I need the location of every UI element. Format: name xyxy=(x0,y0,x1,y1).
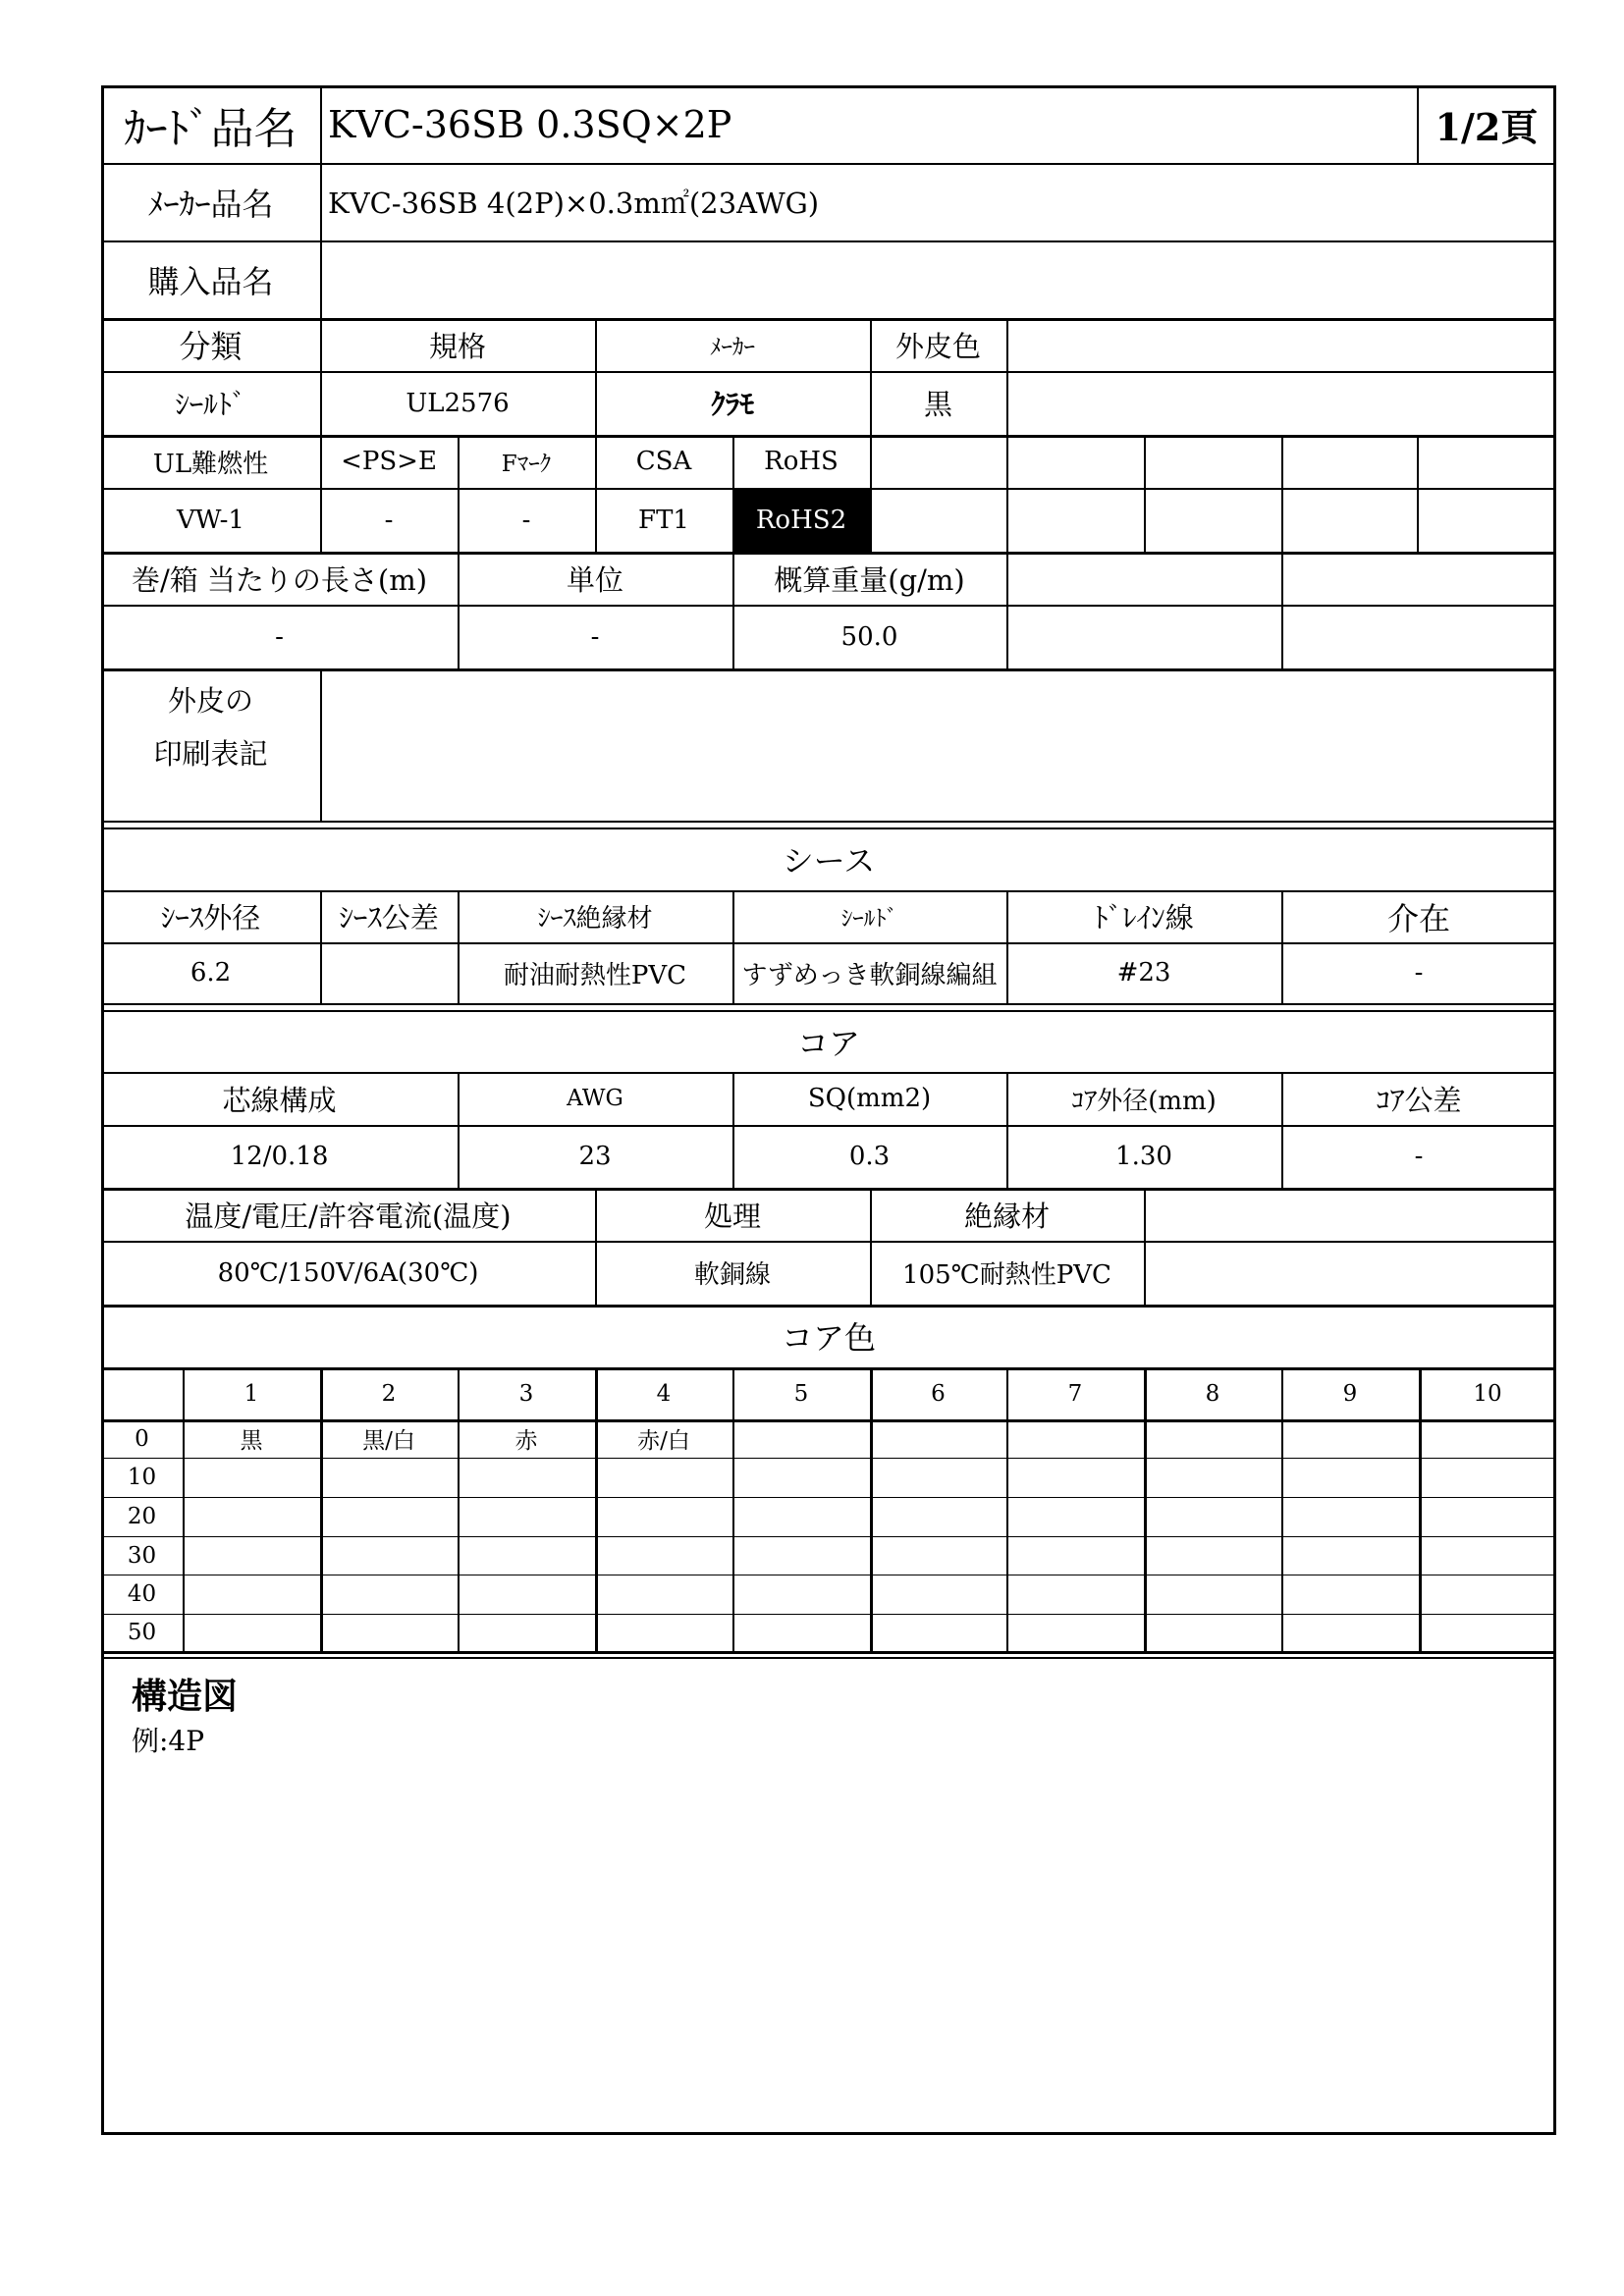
core-color-cell xyxy=(1281,1458,1419,1497)
core-color-cell xyxy=(870,1614,1006,1651)
core-color-cell xyxy=(1281,1536,1419,1575)
core-color-cell xyxy=(595,1458,732,1497)
rule-line xyxy=(1281,552,1283,668)
core-color-cell xyxy=(1144,1458,1281,1497)
core-color-cell: 赤 xyxy=(514,1428,538,1454)
core-color-cell xyxy=(870,1536,1006,1575)
classification-header: ﾒｰｶｰ xyxy=(710,334,755,360)
ul-value: - xyxy=(521,505,531,535)
core-color-cell xyxy=(183,1614,320,1651)
rule-line xyxy=(1417,435,1419,552)
core-color-cell xyxy=(1281,1575,1419,1614)
ul-header: <PS>E xyxy=(341,447,437,476)
core-value: 12/0.18 xyxy=(230,1142,329,1171)
core-color-column-header: 5 xyxy=(793,1380,809,1407)
core-color-column-header: 8 xyxy=(1205,1380,1220,1407)
core-color-cell xyxy=(183,1575,320,1614)
core-color-cell xyxy=(1419,1497,1556,1536)
core-color-cell xyxy=(1006,1497,1144,1536)
core-color-cell xyxy=(870,1458,1006,1497)
core-color-column-header: 2 xyxy=(381,1380,397,1407)
rule-line xyxy=(101,821,1556,823)
core-color-cell xyxy=(1281,1614,1419,1651)
purchase-name-label: 購入品名 xyxy=(147,262,274,300)
purchase-name-value xyxy=(320,240,1556,318)
core-color-cell xyxy=(870,1419,1006,1458)
sheath-header: ｼｰｽ絶縁材 xyxy=(537,904,653,934)
card-name-value: KVC-36SB 0.3SQ×2P xyxy=(328,102,732,146)
core-color-cell xyxy=(1144,1497,1281,1536)
ul-value: RoHS2 xyxy=(732,488,870,552)
core-color-column-header: 6 xyxy=(931,1380,946,1407)
core-color-cell xyxy=(320,1575,458,1614)
core-color-cell xyxy=(1006,1458,1144,1497)
classification-value: ｼｰﾙﾄﾞ xyxy=(175,388,246,421)
core-value-2: 105℃耐熱性PVC xyxy=(902,1260,1111,1290)
maker-name-label: ﾒｰｶｰ品名 xyxy=(147,185,274,223)
rule-line xyxy=(1281,435,1283,552)
sheath-value: #23 xyxy=(1116,958,1171,988)
core-color-cell xyxy=(732,1497,870,1536)
core-color-cell xyxy=(1419,1419,1556,1458)
sheath-header: ｼｰﾙﾄﾞ xyxy=(840,906,898,932)
core-color-cell xyxy=(458,1614,595,1651)
classification-value: 黒 xyxy=(923,388,952,421)
ul-value: VW-1 xyxy=(177,505,244,535)
classification-value: ｸﾗﾓ xyxy=(711,388,754,421)
length-header: 巻/箱 当たりの長さ(m) xyxy=(131,562,428,597)
sheath-header: ﾄﾞﾚｲﾝ線 xyxy=(1094,901,1194,934)
core-color-cell xyxy=(595,1536,732,1575)
core-color-row-label: 50 xyxy=(127,1620,157,1645)
print-mark-label: 外皮の xyxy=(167,684,253,718)
rule-line xyxy=(101,1651,1556,1654)
core-color-cell xyxy=(595,1614,732,1651)
length-header: 単位 xyxy=(566,562,623,597)
core-color-cell xyxy=(320,1614,458,1651)
classification-value: UL2576 xyxy=(406,388,510,418)
length-value: - xyxy=(590,621,600,652)
core-color-cell xyxy=(1006,1614,1144,1651)
core-color-cell xyxy=(870,1575,1006,1614)
core-header: 芯線構成 xyxy=(222,1083,337,1117)
core-value-2: 軟銅線 xyxy=(693,1260,771,1290)
rule-line xyxy=(1144,1188,1146,1305)
core-color-row-label: 0 xyxy=(135,1425,149,1452)
core-header-2: 温度/電圧/許容電流(温度) xyxy=(185,1199,512,1233)
core-color-column-header: 1 xyxy=(244,1380,259,1407)
length-value: - xyxy=(275,621,284,652)
ul-header: Fﾏｰｸ xyxy=(501,451,552,477)
core-color-cell xyxy=(732,1536,870,1575)
sheath-header: 介在 xyxy=(1386,899,1450,937)
core-color-cell xyxy=(732,1419,870,1458)
rule-line xyxy=(101,1657,1556,1659)
core-value: - xyxy=(1414,1142,1424,1171)
core-color-cell xyxy=(458,1536,595,1575)
core-color-cell xyxy=(1419,1575,1556,1614)
rule-line xyxy=(870,435,872,552)
sheath-value: - xyxy=(1414,958,1424,988)
core-value-2: 80℃/150V/6A(30℃) xyxy=(217,1257,479,1288)
core-color-cell xyxy=(1419,1614,1556,1651)
core-color-cell xyxy=(1144,1536,1281,1575)
core-color-cell: 黒/白 xyxy=(362,1428,415,1454)
core-color-cell xyxy=(1006,1536,1144,1575)
core-color-cell xyxy=(320,1536,458,1575)
core-color-cell xyxy=(732,1614,870,1651)
sheath-header: ｼｰｽ公差 xyxy=(339,901,439,934)
core-color-row-label: 30 xyxy=(127,1542,157,1569)
ul-header: UL難燃性 xyxy=(152,449,269,479)
core-color-column-header: 10 xyxy=(1473,1380,1502,1407)
core-section-title: コア xyxy=(796,1024,860,1062)
core-color-cell xyxy=(1144,1614,1281,1651)
core-color-cell xyxy=(1144,1419,1281,1458)
core-color-cell xyxy=(458,1575,595,1614)
length-header: 概算重量(g/m) xyxy=(774,562,965,597)
core-color-cell xyxy=(595,1575,732,1614)
page-number: 1/2頁 xyxy=(1435,105,1539,149)
structure-diagram-title: 構造図 xyxy=(132,1676,239,1717)
core-color-cell xyxy=(1006,1419,1144,1458)
core-color-column-header: 7 xyxy=(1067,1380,1083,1407)
structure-diagram-example: 例:4P xyxy=(132,1725,205,1757)
ul-header: RoHS xyxy=(764,447,839,476)
core-color-column-header: 9 xyxy=(1342,1380,1358,1407)
core-color-section-title: コア色 xyxy=(781,1319,876,1357)
core-header: ｺｱ公差 xyxy=(1376,1083,1462,1117)
classification-header: 規格 xyxy=(428,329,486,363)
core-color-cell xyxy=(1144,1575,1281,1614)
core-color-cell xyxy=(595,1497,732,1536)
core-color-column-header: 3 xyxy=(518,1380,534,1407)
core-header: ｺｱ外径(mm) xyxy=(1071,1086,1217,1116)
core-header: AWG xyxy=(567,1086,623,1111)
core-color-cell xyxy=(320,1458,458,1497)
core-color-row-label: 20 xyxy=(127,1504,157,1529)
core-value: 23 xyxy=(578,1142,612,1171)
core-color-cell xyxy=(183,1458,320,1497)
sheath-value: 6.2 xyxy=(189,958,232,988)
card-name-label: ｶｰﾄﾞ品名 xyxy=(124,103,298,154)
sheath-value xyxy=(320,942,458,1003)
core-header-2: 処理 xyxy=(703,1199,761,1233)
core-color-cell xyxy=(183,1536,320,1575)
print-mark-value xyxy=(320,668,1556,821)
core-color-cell xyxy=(1281,1497,1419,1536)
sheath-value: すずめっき軟銅線編組 xyxy=(741,960,998,990)
core-color-row-label: 40 xyxy=(127,1581,157,1607)
core-color-cell xyxy=(458,1497,595,1536)
core-header-2: 絶縁材 xyxy=(963,1199,1050,1233)
sheath-section-title: シース xyxy=(782,842,876,880)
core-color-cell xyxy=(1006,1575,1144,1614)
classification-header: 外皮色 xyxy=(894,329,981,363)
ul-value: - xyxy=(384,505,394,535)
core-color-cell xyxy=(732,1458,870,1497)
core-value: 1.30 xyxy=(1115,1142,1172,1171)
core-color-cell xyxy=(1419,1536,1556,1575)
core-color-cell xyxy=(732,1575,870,1614)
ul-value: FT1 xyxy=(638,505,689,535)
rule-line xyxy=(1006,552,1008,668)
core-color-cell: 黒 xyxy=(240,1428,263,1454)
classification-header: 分類 xyxy=(179,328,243,365)
rule-line xyxy=(101,1003,1556,1005)
rule-line xyxy=(1144,435,1146,552)
maker-name-value: KVC-36SB 4(2P)×0.3m㎡(23AWG) xyxy=(328,187,820,220)
length-value: 50.0 xyxy=(840,621,898,652)
core-color-cell xyxy=(870,1497,1006,1536)
core-color-cell xyxy=(183,1497,320,1536)
sheath-value: 耐油耐熱性PVC xyxy=(503,960,687,990)
core-color-cell xyxy=(1281,1419,1419,1458)
core-color-cell xyxy=(458,1458,595,1497)
core-value: 0.3 xyxy=(848,1142,891,1171)
print-mark-label: 印刷表記 xyxy=(153,736,268,771)
core-header: SQ(mm2) xyxy=(807,1084,932,1113)
rule-line xyxy=(1006,318,1008,435)
core-color-row-label: 10 xyxy=(127,1465,157,1490)
sheath-header: ｼｰｽ外径 xyxy=(160,901,261,934)
core-color-column-header: 4 xyxy=(656,1380,672,1407)
ul-header: CSA xyxy=(635,447,692,476)
core-color-cell xyxy=(1419,1458,1556,1497)
core-color-cell xyxy=(320,1497,458,1536)
rule-line xyxy=(1006,435,1008,552)
core-color-cell: 赤/白 xyxy=(637,1428,690,1454)
